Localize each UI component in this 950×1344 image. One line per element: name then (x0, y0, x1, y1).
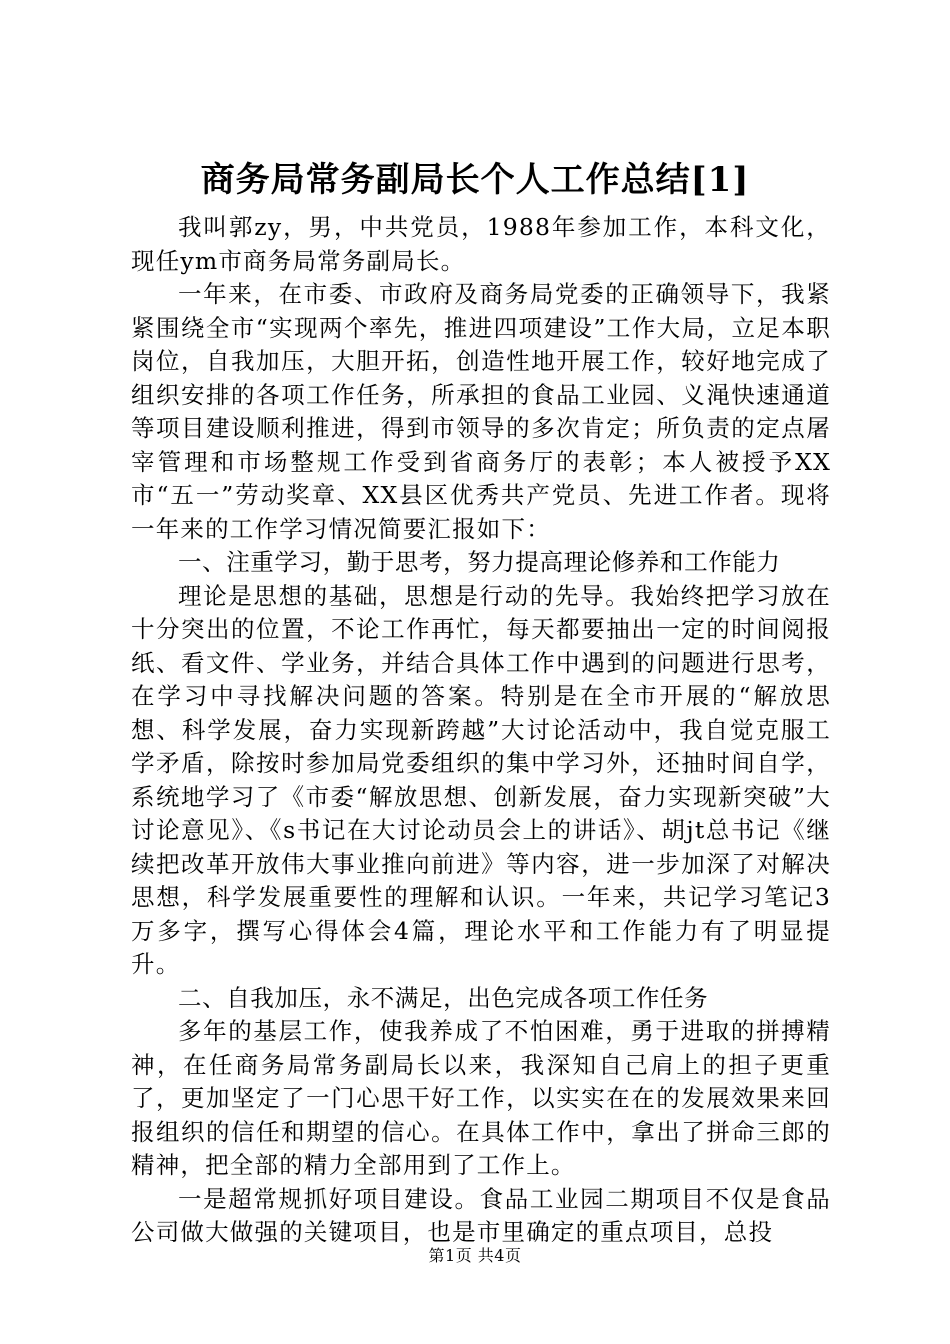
paragraph-intro: 我叫郭zy，男，中共党员，1988年参加工作，本科文化，现任ym市商务局常务副局长。 (131, 213, 831, 275)
paragraph-project-construction: 一是超常规抓好项目建设。食品工业园二期项目不仅是食品公司做大做强的关键项目，也是市里确定的重点项目，总投 (131, 1184, 831, 1246)
paragraph-study: 理论是思想的基础，思想是行动的先导。我始终把学习放在十分突出的位置，不论工作再忙，每天都要抽出一定的时间阅报纸、看文件、学业务，并结合具体工作中遇到的问题进行思考，在学习中寻找解决问题的答案。特别是在全市开展的“解放思想、科学发展，奋力实现新跨越”大讨论活动中，我自觉克服工学矛盾，除按时参加局党委组织的集中学习外，还抽时间自学，系统地学习了《市委“解放思想、创新发展，奋力实现新突破”大讨论意见》、《s书记在大讨论动员会上的讲话》、胡jt总书记《继续把改革开放伟大事业推向前进》等内容，进一步加深了对解决思想，科学发展重要性的理解和认识。一年来，共记学习笔记3万多字，撰写心得体会4篇，理论水平和工作能力有了明显提升。 (131, 581, 831, 978)
document-body (131, 211, 831, 1250)
document-title: 商务局常务副局长个人工作总结[1] (200, 160, 750, 200)
section-heading-1: 一、注重学习，勤于思考，努力提高理论修养和工作能力 (178, 548, 781, 576)
paragraph-work-spirit: 多年的基层工作，使我养成了不怕困难，勇于进取的拼搏精神，在任商务局常务副局长以来，我深知自己肩上的担子更重了，更加坚定了一门心思干好工作，以实实在在的发展效果来回报组织的信任和期望的信心。在具体工作中，拿出了拼命三郎的精神，把全部的精力全部用到了工作上。 (131, 1017, 831, 1179)
section-heading-2: 二、自我加压，永不满足，出色完成各项工作任务 (178, 983, 709, 1012)
page-number-footer: 第1页 共4页 (428, 1246, 522, 1265)
paragraph-summary: 一年来，在市委、市政府及商务局党委的正确领导下，我紧紧围绕全市“实现两个率先，推进四项建设”工作大局，立足本职岗位，自我加压，大胆开拓，创造性地开展工作，较好地完成了组织安排的各项工作任务，所承担的食品工业园、义渑快速通道等项目建设顺利推进，得到市领导的多次肯定；所负责的定点屠宰管理和市场整规工作受到省商务厅的表彰；本人被授予XX市“五一”劳动奖章、XX县区优秀共产党员、先进工作者。现将一年来的工作学习情况简要汇报如下： (131, 280, 831, 543)
